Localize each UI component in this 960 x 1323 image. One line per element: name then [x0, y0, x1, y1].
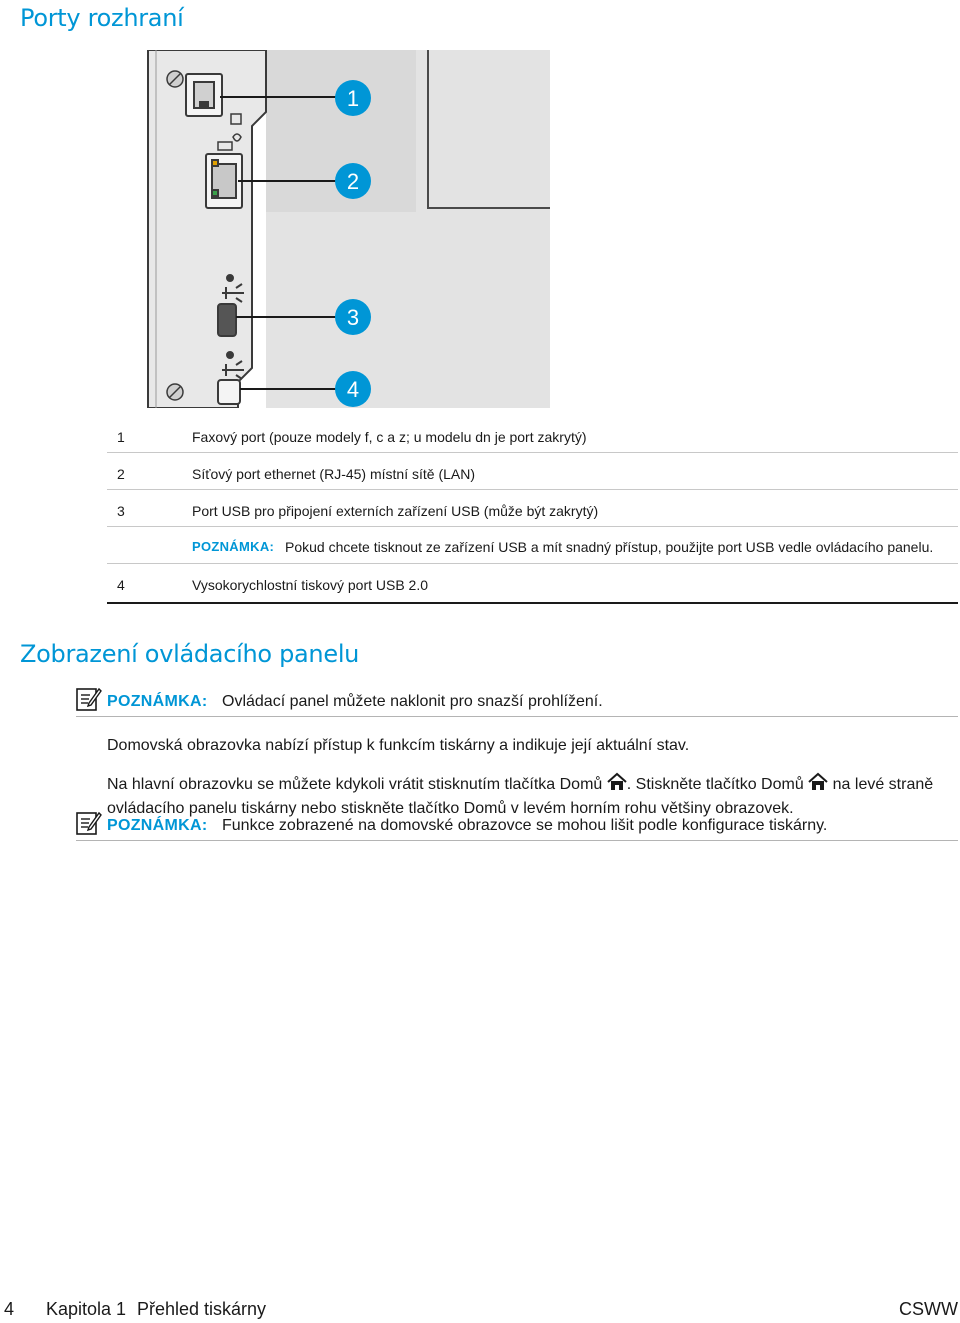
ports-illustration	[146, 50, 550, 408]
callout-label: 2	[346, 169, 360, 194]
table-note-row	[107, 527, 958, 564]
section-heading-ports: Porty rozhraní	[20, 4, 184, 32]
note-label: POZNÁMKA:	[107, 817, 208, 834]
row-description: Port USB pro připojení externích zařízení USB (může být zakrytý)	[192, 503, 599, 519]
chapter-title: Přehled tiskárny	[137, 1299, 267, 1319]
section-heading-control-panel: Zobrazení ovládacího panelu	[20, 640, 360, 668]
doc-code: CSWW	[899, 1299, 958, 1319]
page-footer	[0, 1299, 960, 1323]
note-icon	[76, 810, 102, 836]
callout-label: 1	[346, 86, 360, 111]
paragraph-text: na levé straně ovládacího panelu tiskárny nebo stiskněte tlačítko Domů v levém horním rohu většiny obrazovek.	[107, 776, 934, 817]
home-icon	[808, 772, 828, 792]
table-row	[107, 490, 958, 527]
note-text: Pokud chcete tisknout ze zařízení USB a mít snadný přístup, použijte port USB vedle ovládacího panelu.	[285, 539, 934, 555]
row-number: 2	[117, 466, 125, 482]
row-number: 3	[117, 503, 125, 519]
callout-label: 4	[346, 377, 360, 402]
row-description: Faxový port (pouze modely f, c a z; u modelu dn je port zakrytý)	[192, 429, 587, 445]
note-label: POZNÁMKA:	[107, 693, 208, 710]
paragraph-text: Na hlavní obrazovku se můžete kdykoli vrátit stisknutím tlačítka Domů	[107, 776, 603, 793]
ports-table	[107, 416, 958, 604]
note-text: Ovládací panel můžete naklonit pro snazší prohlížení.	[222, 693, 603, 710]
paragraph-text: . Stiskněte tlačítko Domů	[626, 776, 804, 793]
note-label: POZNÁMKA:	[192, 539, 275, 554]
table-row	[107, 416, 958, 453]
page-number: 4	[4, 1299, 15, 1319]
paragraph-home-screen: Domovská obrazovka nabízí přístup k funkcím tiskárny a indikuje její aktuální stav.	[107, 737, 690, 754]
note-block	[76, 810, 958, 841]
row-number: 1	[117, 429, 125, 445]
note-icon	[76, 686, 102, 712]
home-icon	[607, 772, 627, 792]
row-number: 4	[117, 577, 125, 593]
chapter-label: Kapitola 1	[46, 1299, 127, 1319]
row-description: Síťový port ethernet (RJ-45) místní sítě (LAN)	[192, 466, 476, 482]
table-row	[107, 564, 958, 604]
note-block	[76, 686, 958, 717]
note-text: Funkce zobrazené na domovské obrazovce se mohou lišit podle konfigurace tiskárny.	[222, 817, 828, 834]
callout-label: 3	[346, 305, 360, 330]
row-description: Vysokorychlostní tiskový port USB 2.0	[192, 577, 429, 593]
table-row	[107, 453, 958, 490]
